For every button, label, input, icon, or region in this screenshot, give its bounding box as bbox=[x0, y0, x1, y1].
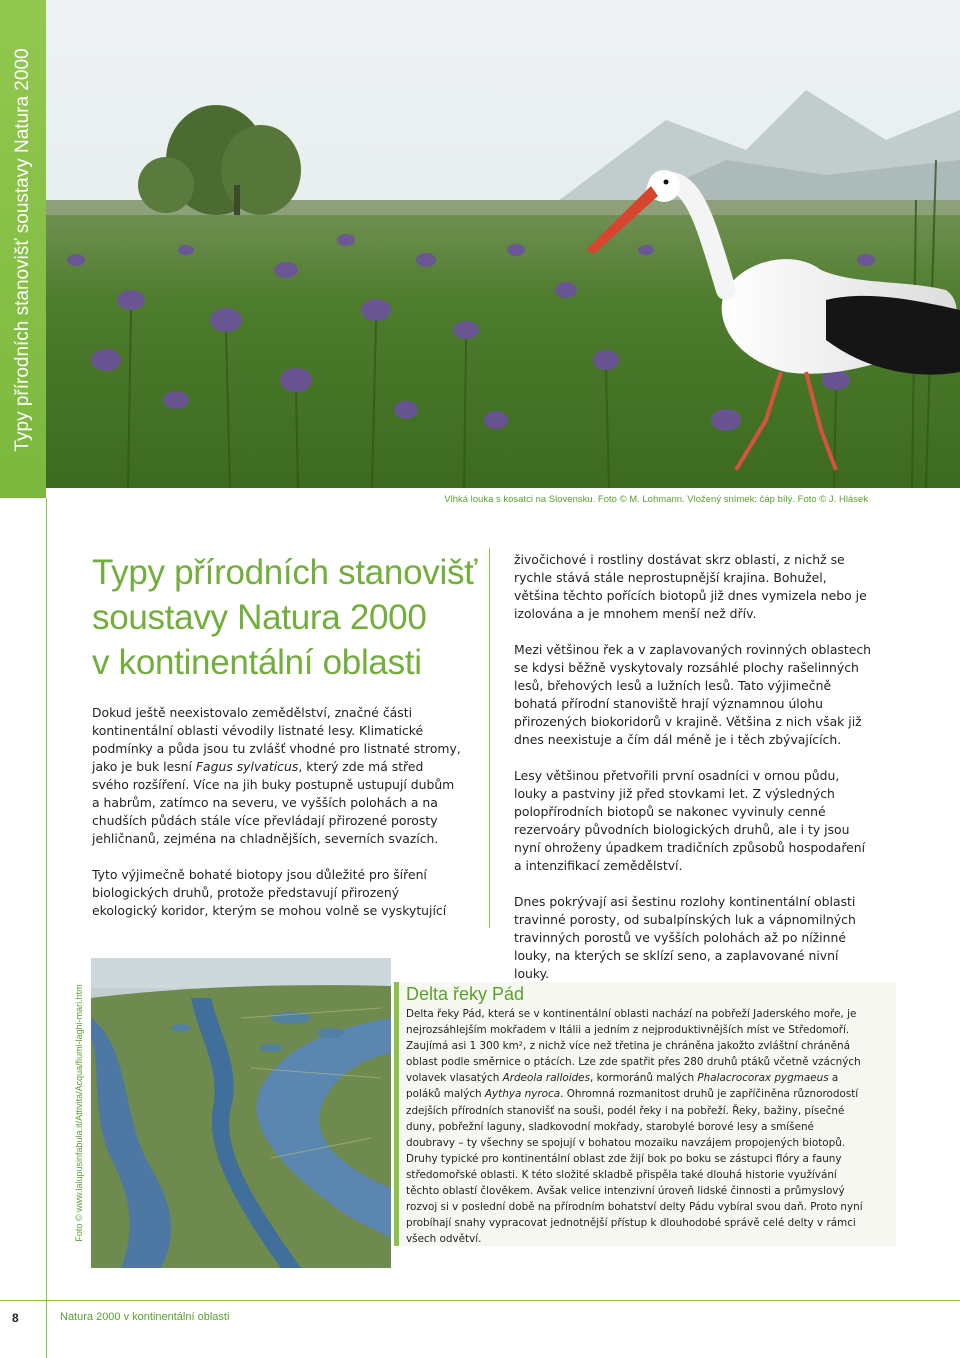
column-divider bbox=[489, 548, 490, 928]
text-run: , kormoránů malých bbox=[589, 1072, 698, 1085]
footer-rule bbox=[0, 1300, 960, 1301]
delta-aerial-photo bbox=[91, 958, 391, 1268]
text-run: Delta řeky Pád, která se v kontinentální oblasti nachází na pobřeží Jaderského moře, je nejrozsáhlejším mokřadem v Itálii a jedním z nejproduktivnějších míst ve Středomoří. Zaujímá asi 1 300 km², z nichž více než třetina je chráněna jakožto zvláštní chráněná oblast podle směrnice o ptácích. Lze zde spatřit přes 280 druhů ptáků včetně vzácných volavek vlasatých bbox=[406, 1008, 861, 1085]
text-run: . Ohromná rozmanitost druhů je zapříčiněna různorodostí zdejších přírodních stanovišť na souši, podél řeky i na pobřeží. Řeky, bažiny, písečné duny, pobřežní laguny, sladkovodní mokřady, starobylé borové lesy a smíšené doubravy – ty všechny se spojují v bohatou mozaiku navzájem propojených biotopů. Druhy typické pro kontinentální oblast zde žijí bok po boku se zástupci flóry a fauny středomořské oblasti. K této složité skladbě přispěla také dlouhá historie využívání těchto oblastí člověkem. Avšak velice intenzivní úroveň lidské činnosti a průmyslový rozvoj si v poslední době na přírodním bohatství delty Pádu vybíral svou daň. Proto nyní probíhají snahy vypracovat jednotnější přístup k dlouhodobé správě celé delty v rámci všech odvětví. bbox=[406, 1088, 863, 1246]
text-run: Dokud ještě neexistovalo zemědělství, značné části kontinentální oblasti vévodily listnaté lesy. Klimatické podmínky a půda jsou tu zvlášť vhodné pro listnaté stromy, jako je buk lesní bbox=[92, 705, 461, 774]
footer-running-title: Natura 2000 v kontinentální oblasti bbox=[60, 1311, 230, 1323]
title-line-3: v kontinentální oblasti bbox=[92, 643, 422, 682]
article-left-column bbox=[92, 704, 462, 938]
footer-divider bbox=[46, 1300, 47, 1358]
page-number: 8 bbox=[12, 1311, 19, 1325]
article-paragraph: Lesy většinou přetvořili první osadníci v ornou půdu, louky a pastviny již před stovkami let. Z výsledných polopřírodních biotopů se nakonec vyvinuly cenné rezervoáry původních biologických druhů, ale i ty jsou nyní ohroženy úpadkem tradičních způsobů hospodaření a intenzifikací zemědělství. bbox=[514, 768, 866, 873]
delta-box-title: Delta řeky Pád bbox=[406, 984, 525, 1004]
text-run: a poláků malých bbox=[406, 1072, 839, 1101]
delta-box-text bbox=[406, 1006, 866, 1247]
title-line-1: Typy přírodních stanovišť bbox=[92, 553, 477, 592]
species-name: Ardeola ralloides bbox=[502, 1072, 590, 1085]
hero-photo-caption: Vlhká louka s kosatci na Slovensku. Foto © M. Lohmann. Vložený snímek: čáp bílý. Foto © J. Hlásek bbox=[444, 494, 868, 505]
article-paragraph: Mezi většinou řek a v zaplavovaných rovinných oblastech se kdysi běžně vyskytovaly rozsáhlé plochy rašelinných lesů, břehových lesů a lužních lesů. Tato výjimečně bohatá přírodní stanoviště hrají významnou úlohu přirozených biokoridorů v krajině. Většina z nich však již dnes neexistuje a čím dál méně je i těch zbývajících. bbox=[514, 642, 872, 747]
species-name: Phalacrocorax pygmaeus bbox=[697, 1072, 829, 1085]
article-paragraph: živočichové i rostliny dostávat skrz oblasti, z nichž se rychle stává stále neprostupnější krajina. Bohužel, většina těchto pořících biotopů již dnes vymizela nebo je izolována a je mnohem menší než dřív. bbox=[514, 552, 867, 621]
section-side-tab bbox=[0, 0, 46, 498]
article-right-column bbox=[514, 551, 874, 1001]
article-paragraph: Tyto výjimečně bohaté biotopy jsou důležité pro šíření biologických druhů, protože představují přirozený ekologický koridor, kterým se mohou volně se vyskytující bbox=[92, 867, 447, 918]
article-paragraph bbox=[92, 704, 462, 848]
title-line-2: soustavy Natura 2000 bbox=[92, 598, 427, 637]
hero-photo-iris-meadow-stork bbox=[46, 0, 960, 488]
text-run: , který zde má střed svého rozšíření. Více na jih buky postupně ustupují dubům a habrům, zatímco na severu, ve vyšších polohách a na chudších půdách stále více převládají přirozené porosty jehličnanů, zejména na chladnějších, severních svazích. bbox=[92, 759, 455, 846]
page-title bbox=[92, 550, 477, 685]
delta-box-accent-bar bbox=[394, 982, 399, 1246]
delta-photo-credit: Foto © www.lalupusinfabula.it/Attivita/Acqua/fiumi-laghi-mari.htm bbox=[74, 984, 84, 1242]
species-name: Fagus sylvaticus bbox=[195, 759, 299, 774]
side-rule bbox=[46, 498, 47, 1358]
side-tab-label: Typy přírodních stanovišť soustavy Natura 2000 bbox=[12, 48, 33, 452]
species-name: Aythya nyroca bbox=[484, 1088, 561, 1101]
article-paragraph: Dnes pokrývají asi šestinu rozlohy kontinentální oblasti travinné porosty, od subalpínských luk a vápnomilných travinných porostů ve vyšších polohách až po nížinné louky, na kterých se sklízí seno, a zaplavované nivní louky. bbox=[514, 894, 856, 981]
